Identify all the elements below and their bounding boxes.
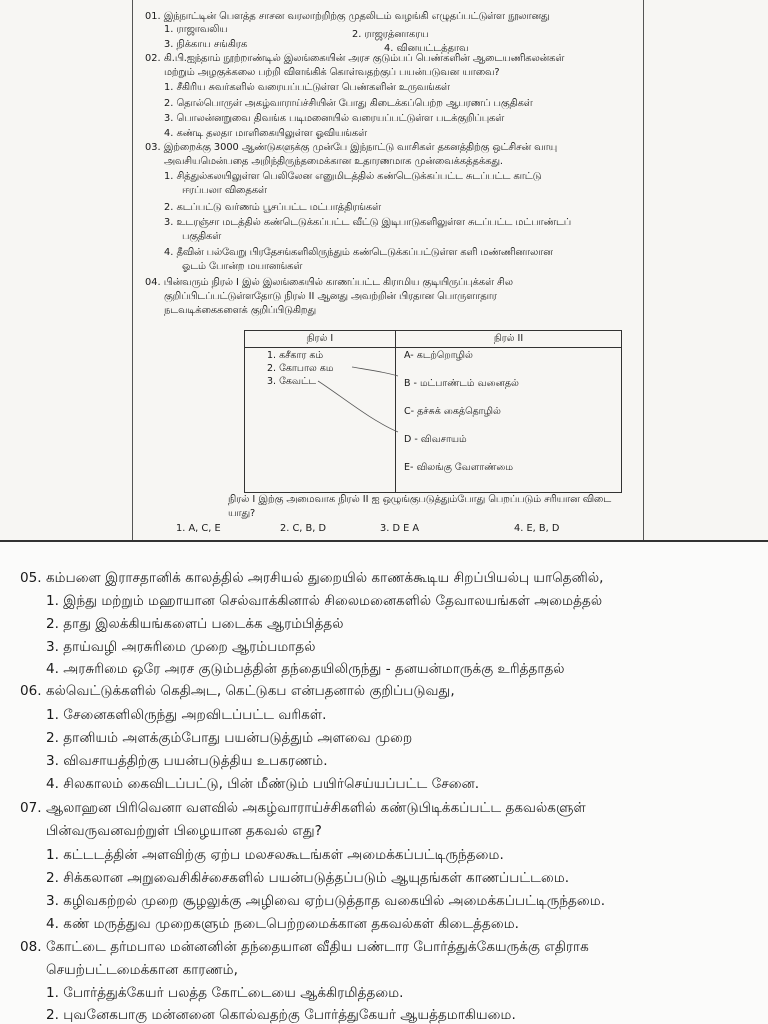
question-07-option-1: 1. கட்டடத்தின் அளவிற்கு ஏற்ப மலசலகூடங்கள் அமைக்கப்பட்டிருந்தமை. xyxy=(46,847,504,863)
matching-table xyxy=(244,330,622,493)
question-03-stem-line-1: 03. இற்றைக்கு 3000 ஆண்டுகளுக்கு முன்பே இந்நாட்டு வாசிகள் தகனத்திற்கு ஒட்சிசன் வாயு xyxy=(145,142,558,153)
question-01-option-3: 3. நிக்காய சங்கிரக xyxy=(164,39,248,50)
question-03-option-4-line-2: ஓடம் போன்ற மயானங்கள் xyxy=(182,261,303,272)
question-01-option-4: 4. வினயட்டத்தாவ xyxy=(384,43,469,54)
question-02-stem-line-1: 02. கி.பி.ஐந்தாம் நூற்றாண்டில் இலங்கையின் அரச குடும்பப் பெண்களின் ஆடையணிகலன்கள் xyxy=(145,53,565,64)
question-01-option-2: 2. ராஜரத்னாகரய xyxy=(352,29,429,40)
column-1-cell xyxy=(245,348,396,493)
question-05-option-1: 1. இந்து மற்றும் மஹாயான செல்வாக்கினால் சிலைமனைகளில் தேவாலயங்கள் அமைத்தல் xyxy=(46,593,603,609)
question-05-option-4: 4. அரசுரிமை ஒரே அரச குடும்பத்தின் தந்தையிலிருந்து - தனயன்மாருக்கு உரித்தாதல் xyxy=(46,661,565,677)
question-03-option-3-line-2: பகுதிகள் xyxy=(182,231,222,242)
question-05-option-3: 3. தாய்வழி அரசுரிமை முறை ஆரம்பமாதல் xyxy=(46,639,316,655)
question-03-option-2: 2. கடப்பட்டு வர்ணம் பூசப்பட்ட மட்பாத்திரங்கள் xyxy=(164,202,381,213)
column-2-header: நிரல் II xyxy=(396,331,622,348)
question-04-stem-line-1: 04. பின்வரும் நிரல் I இல் இலங்கையில் காணப்பட்ட கிராமிய குடியிருப்புக்கள் சில xyxy=(145,277,513,288)
question-02-option-4: 4. கண்டி தலதா மாளிகையிலுள்ள ஓவியங்கள் xyxy=(164,128,367,139)
column-1-item: 1. கசீகார கம் xyxy=(267,350,324,361)
question-02-option-3: 3. பொலன்னறுவை திவங்க படிமனையில் வரையப்பட்டுள்ள படக்குறிப்புகள் xyxy=(164,113,505,124)
question-06-option-4: 4. சிலகாலம் கைவிடப்பட்டு, பின் மீண்டும் பயிர்செய்யப்பட்ட சேனை. xyxy=(46,776,480,792)
question-05-stem: 05. கம்பளை இராசதானிக் காலத்தில் அரசியல் துறையில் காணக்கூடிய சிறப்பியல்பு யாதெனில், xyxy=(20,570,604,586)
question-04-stem-line-3: நடவடிக்கைகளைக் குறிப்பிடுகிறது xyxy=(164,305,317,316)
column-2-item: D - விவசாயம் xyxy=(404,434,467,445)
question-01-option-1: 1. ராஜாவலிய xyxy=(164,24,228,35)
question-06-option-3: 3. விவசாயத்திற்கு பயன்படுத்திய உபகரணம். xyxy=(46,753,328,769)
column-2-item: B - மட்பாண்டம் வனைதல் xyxy=(404,378,519,389)
question-04-prompt-line-1: நிரல் I இற்கு அமைவாக நிரல் II ஐ ஒழுங்குபடுத்தும்போது பெறப்படும் சரியான விடை xyxy=(228,494,611,505)
question-07-option-4: 4. கண் மருத்துவ முறைகளும் நடைபெற்றமைக்கான தகவல்கள் கிடைத்தமை. xyxy=(46,916,520,932)
column-2-item: E- விலங்கு வேளாண்மை xyxy=(404,462,513,473)
question-07-option-2: 2. சிக்கலான அறுவைசிகிச்சைகளில் பயன்படுத்தப்படும் ஆயுதங்கள் காணப்பட்டமை. xyxy=(46,870,570,886)
question-04-option-4: 4. E, B, D xyxy=(514,523,560,534)
question-03-option-1-line-1: 1. சித்துல்கலயிலுள்ள பெலிலேன எனுமிடத்தில் கண்டெடுக்கப்பட்ட சுடப்பட்ட காட்டு xyxy=(164,171,542,182)
column-2-item: A- கடற்றொழில் xyxy=(404,350,473,361)
question-08-stem-line-2: செயற்பட்டமைக்கான காரணம், xyxy=(46,962,238,978)
question-07-stem-line-2: பின்வருவனவற்றுள் பிழையான தகவல் எது? xyxy=(46,823,322,839)
question-08-stem-line-1: 08. கோட்டை தர்மபால மன்னனின் தந்தையான வீதிய பண்டார போர்த்துக்கேயருக்கு எதிராக xyxy=(20,939,589,955)
question-04-option-2: 2. C, B, D xyxy=(280,523,327,534)
question-04-option-1: 1. A, C, E xyxy=(176,523,221,534)
column-1-item: 3. கேவட்ட xyxy=(267,376,317,387)
question-04-prompt-line-2: யாது? xyxy=(228,508,256,519)
question-06-stem: 06. கல்வெட்டுக்களில் கெதிஅட, கெட்டுகப என்பதனால் குறிப்படுவது, xyxy=(20,683,455,699)
question-02-option-1: 1. சீகிரிய சுவர்களில் வரையப்பட்டுள்ள பெண்களின் உருவங்கள் xyxy=(164,82,450,93)
question-03-option-4-line-1: 4. தீவின் பல்வேறு பிரதேசங்களிலிருந்தும் கண்டெடுக்கப்பட்டுள்ள களி மண்ணினாலான xyxy=(164,247,553,258)
column-1-item: 2. கோபால கம xyxy=(267,363,334,374)
question-02-option-2: 2. தொல்பொருள் அகழ்வாராய்ச்சியின் போது கிடைக்கப்பெற்ற ஆபரணப் பகுதிகள் xyxy=(164,98,533,109)
question-06-option-2: 2. தானியம் அளக்கும்போது பயன்படுத்தும் அளவை முறை xyxy=(46,730,413,746)
question-04-stem-line-2: குறிப்பிடப்பட்டுள்ளதோடு நிரல் II ஆனது அவற்றின் பிரதான பொருளாதார xyxy=(164,291,497,302)
question-06-option-1: 1. சேனைகளிலிருந்து அறவிடப்பட்ட வரிகள். xyxy=(46,707,327,723)
question-05-option-2: 2. தாது இலக்கியங்களைப் படைக்க ஆரம்பித்தல் xyxy=(46,616,344,632)
lower-page-scan xyxy=(0,542,768,1024)
question-03-option-1-line-2: ஈரப்பலா விதைகள் xyxy=(182,185,267,196)
column-1-header: நிரல் I xyxy=(245,331,396,348)
question-03-option-3-line-1: 3. உடரஞ்சா மடத்தில் கண்டெடுக்கப்பட்ட வீட்டு இடிபாடுகளிலுள்ள சுடப்பட்ட மட்பாண்டப் xyxy=(164,217,572,228)
question-03-stem-line-2: அவசியமென்பதை அறிந்திருந்தமைக்கான உதாரணமாக முன்வைக்கத்தக்கது. xyxy=(164,156,503,167)
column-2-item: C- தச்சுக் கைத்தொழில் xyxy=(404,406,501,417)
question-08-option-2: 2. புவனேகபாகு மன்னனை கொல்வதற்கு போர்த்துகேயர் ஆயத்தமாகியமை. xyxy=(46,1007,516,1023)
question-04-option-3: 3. D E A xyxy=(380,523,420,534)
column-2-cell xyxy=(396,348,622,493)
question-07-option-3: 3. கழிவகற்றல் முறை சூழலுக்கு அழிவை ஏற்படுத்தாத வகையில் அமைக்கப்பட்டிருந்தமை. xyxy=(46,893,606,909)
question-02-stem-line-2: மற்றும் அழகுக்கலை பற்றி விளங்கிக் கொள்வதற்குப் பயன்படுவன யாவை? xyxy=(164,67,500,78)
question-01-stem: 01. இந்நாட்டின் பௌத்த சாசன வரலாற்றிற்கு முதலிடம் வழங்கி எழுதப்பட்டுள்ள நூலானது xyxy=(145,11,550,22)
question-07-stem-line-1: 07. ஆலாஹன பிரிவெனா வளவில் அகழ்வாராய்ச்சிகளில் கண்டுபிடிக்கப்பட்ட தகவல்களுள் xyxy=(20,800,586,816)
question-08-option-1: 1. போர்த்துக்கேயர் பலத்த கோட்டையை ஆக்கிரமித்தமை. xyxy=(46,985,404,1001)
